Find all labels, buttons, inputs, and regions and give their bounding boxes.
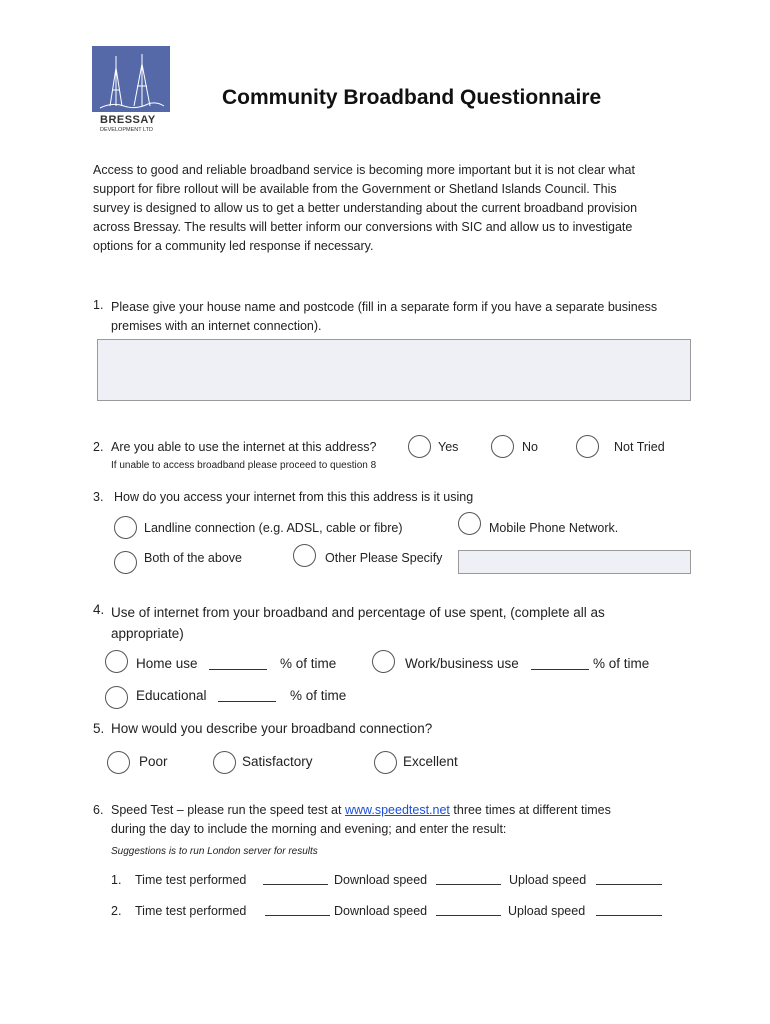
speedtest-link[interactable]: www.speedtest.net bbox=[344, 803, 450, 817]
q6-line1 bbox=[111, 803, 611, 817]
intro-line: support for fibre rollout will be available from the Government or Shetland Islands Council. This bbox=[93, 182, 617, 196]
q5-text: How would you describe your broadband connection? bbox=[111, 721, 433, 736]
q2-not-tried-radio[interactable] bbox=[576, 435, 599, 458]
q3-landline-radio[interactable] bbox=[114, 516, 137, 539]
speed-row-1-number: 1. bbox=[111, 873, 122, 887]
q4-home-pct: % of time bbox=[280, 656, 337, 671]
speed-row-1-upload-label: Upload speed bbox=[509, 873, 587, 887]
q6-suggestion: Suggestions is to run London server for results bbox=[111, 846, 318, 857]
q3-mobile-label: Mobile Phone Network. bbox=[489, 521, 619, 535]
q4-home-label: Home use bbox=[136, 656, 198, 671]
q3-other-radio[interactable] bbox=[293, 544, 316, 567]
intro-line: Access to good and reliable broadband service is becoming more important but it is not clear what bbox=[93, 163, 635, 177]
speed-row-1-time-blank[interactable] bbox=[263, 884, 328, 885]
q2-no-label: No bbox=[522, 440, 538, 454]
intro-line: options for a community led response if necessary. bbox=[93, 239, 374, 253]
q4-home-blank[interactable] bbox=[209, 669, 267, 670]
q5-satisfactory-label: Satisfactory bbox=[242, 754, 313, 769]
q4-educational-pct: % of time bbox=[290, 688, 347, 703]
speed-row-1-time-label: Time test performed bbox=[135, 873, 247, 887]
q4-work-radio[interactable] bbox=[372, 650, 395, 673]
q5-number: 5. bbox=[93, 721, 105, 736]
q4-number: 4. bbox=[93, 602, 105, 617]
q3-other-label: Other Please Specify bbox=[325, 551, 443, 565]
speed-row-2-time-blank[interactable] bbox=[265, 915, 330, 916]
q6-pre: Speed Test – please run the speed test at bbox=[111, 803, 342, 817]
q4-educational-label: Educational bbox=[136, 688, 207, 703]
q4-line: Use of internet from your broadband and percentage of use spent, (complete all as bbox=[111, 605, 605, 620]
q2-number: 2. bbox=[93, 440, 104, 454]
q4-educational-radio[interactable] bbox=[105, 686, 128, 709]
q1-line: premises with an internet connection). bbox=[111, 319, 322, 333]
logo-sub: DEVELOPMENT LTD bbox=[100, 127, 153, 133]
logo bbox=[92, 46, 170, 136]
house-name-postcode-input[interactable] bbox=[97, 339, 691, 401]
q5-poor-label: Poor bbox=[139, 754, 168, 769]
speed-row-1-download-blank[interactable] bbox=[436, 884, 501, 885]
q3-text: How do you access your internet from this this address is it using bbox=[114, 490, 474, 504]
intro-line: survey is designed to allow us to get a better understanding about the current broadband provision bbox=[93, 201, 638, 215]
q3-both-label: Both of the above bbox=[144, 551, 242, 565]
q5-poor-radio[interactable] bbox=[107, 751, 130, 774]
speed-row-1-upload-blank[interactable] bbox=[596, 884, 662, 885]
q2-text: Are you able to use the internet at this address? bbox=[111, 440, 377, 454]
q2-no-radio[interactable] bbox=[491, 435, 514, 458]
speed-row-2-download-blank[interactable] bbox=[436, 915, 501, 916]
q3-both-radio[interactable] bbox=[114, 551, 137, 574]
q4-text bbox=[111, 602, 605, 644]
q4-home-radio[interactable] bbox=[105, 650, 128, 673]
q3-landline-label: Landline connection (e.g. ADSL, cable or fibre) bbox=[144, 521, 403, 535]
q3-other-specify-input[interactable] bbox=[458, 550, 691, 574]
q6-number: 6. bbox=[93, 803, 104, 817]
speed-row-1-download-label: Download speed bbox=[334, 873, 428, 887]
q5-excellent-label: Excellent bbox=[403, 754, 458, 769]
q2-note: If unable to access broadband please proceed to question 8 bbox=[111, 460, 377, 471]
intro-line: across Bressay. The results will better inform our conversions with SIC and allow us to investigate bbox=[93, 220, 633, 234]
q3-number: 3. bbox=[93, 490, 104, 504]
logo-name: BRESSAY bbox=[100, 114, 156, 126]
q2-yes-label: Yes bbox=[438, 440, 459, 454]
speed-row-2-upload-label: Upload speed bbox=[508, 904, 586, 918]
q2-not-tried-label: Not Tried bbox=[614, 440, 665, 454]
speed-row-2-upload-blank[interactable] bbox=[596, 915, 662, 916]
page-title: Community Broadband Questionnaire bbox=[222, 86, 602, 109]
q1-number: 1. bbox=[93, 298, 104, 312]
speed-row-2-time-label: Time test performed bbox=[135, 904, 247, 918]
q5-excellent-radio[interactable] bbox=[374, 751, 397, 774]
q6-line2: during the day to include the morning and evening; and enter the result: bbox=[111, 822, 507, 836]
speed-row-2-download-label: Download speed bbox=[334, 904, 428, 918]
q4-work-label: Work/business use bbox=[405, 656, 519, 671]
q4-educational-blank[interactable] bbox=[218, 701, 276, 702]
intro-text bbox=[93, 161, 637, 256]
q1-line: Please give your house name and postcode (fill in a separate form if you have a separate business bbox=[111, 300, 658, 314]
q4-line: appropriate) bbox=[111, 626, 184, 641]
q1-text bbox=[111, 298, 657, 336]
q4-work-blank[interactable] bbox=[531, 669, 589, 670]
q5-satisfactory-radio[interactable] bbox=[213, 751, 236, 774]
q2-yes-radio[interactable] bbox=[408, 435, 431, 458]
q3-mobile-radio[interactable] bbox=[458, 512, 481, 535]
q4-work-pct: % of time bbox=[593, 656, 650, 671]
speed-row-2-number: 2. bbox=[111, 904, 122, 918]
q6-post: three times at different times bbox=[453, 803, 611, 817]
